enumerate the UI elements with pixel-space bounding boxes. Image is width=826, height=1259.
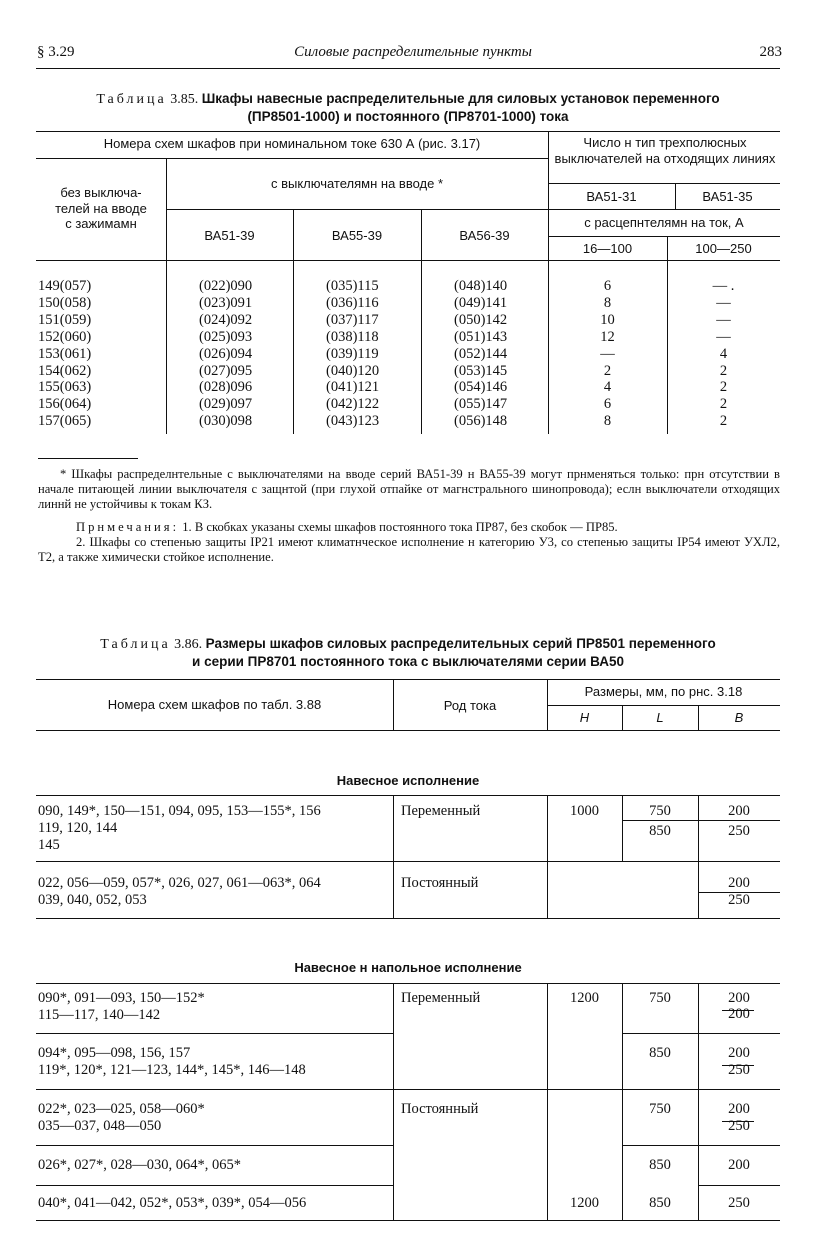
- switch-count: —: [716, 311, 731, 328]
- note-2: 2. Шкафы со степенью защиты IP21 имеют климатнческое исполнение н категорию У3, со степенью защиты IP54 имеют УХЛ2, Т2, а также химически стойкое исполнение.: [38, 535, 780, 565]
- col-ba5139: ВА51-39: [204, 228, 255, 243]
- scheme-number: (038)118: [326, 328, 379, 345]
- scheme-number: (053)145: [454, 362, 508, 379]
- page-number: 283: [759, 44, 782, 60]
- scheme-list: 119*, 120*, 121—123, 144*, 145*, 146—148: [38, 1062, 306, 1078]
- switch-count: 10: [600, 311, 615, 328]
- switch-count: —: [716, 294, 731, 311]
- current-type: Переменный: [401, 990, 481, 1006]
- dim-h: 1200: [570, 1195, 599, 1211]
- dim-b: 250: [728, 823, 750, 839]
- range-2: 100—250: [695, 241, 752, 256]
- dim-l: 850: [649, 1195, 671, 1211]
- scheme-list: 035—037, 048—050: [38, 1118, 162, 1134]
- rule: [36, 1185, 393, 1186]
- scheme-number: 155(063): [38, 379, 92, 396]
- scheme-number: (028)096: [199, 379, 253, 396]
- table-86-top-rule: [36, 679, 780, 680]
- rule: [393, 983, 394, 1220]
- scheme-number: (041)121: [326, 379, 380, 396]
- dim-b: 250: [728, 1195, 750, 1211]
- footnote: * Шкафы распределнтельные с выключателями на вводе серий ВА51-39 н ВА55-39 могут прнменяться только: прн отсутствии в начале питающей линии выключателя с защнтой (при глухой отпайке от магнстрального шинопровода); еслн выключатели отходящих линнй не устойчивы к токам КЗ.: [38, 467, 780, 512]
- header-bottom-rule: [36, 260, 780, 261]
- scheme-list: 026*, 027*, 028—030, 064*, 065*: [38, 1157, 241, 1173]
- dim-b: 200: [728, 990, 750, 1006]
- rule: [36, 158, 548, 159]
- caption-title-2: (ПР8501-1000) и постоянного (ПР8701-1000) тока: [247, 109, 569, 124]
- scheme-number: 156(064): [38, 396, 92, 413]
- range-1: 16—100: [582, 241, 633, 256]
- rule: [622, 820, 780, 821]
- header-current: Род тока: [443, 698, 497, 713]
- col-b: B: [734, 710, 744, 725]
- scheme-number: (042)122: [326, 396, 380, 413]
- switch-count: — .: [712, 278, 735, 294]
- scheme-number: 150(058): [38, 294, 92, 311]
- rule: [548, 209, 780, 210]
- switch-count: —: [716, 328, 731, 345]
- scheme-list: 094*, 095—098, 156, 157: [38, 1045, 191, 1061]
- scheme-list: 022, 056—059, 057*, 026, 027, 061—063*, 064: [38, 875, 321, 891]
- caption-prefix: Таблица: [96, 92, 167, 107]
- rule: [393, 795, 394, 918]
- dim-l: 750: [649, 803, 671, 819]
- rule: [36, 1033, 393, 1034]
- switch-count: 2: [719, 396, 728, 413]
- table-85-caption: [36, 90, 780, 126]
- rule: [622, 1033, 780, 1034]
- dim-h: 1200: [570, 990, 599, 1006]
- header-right: Число н тип трехполюсных выключателей на отходящих линиях: [554, 135, 776, 166]
- current-type: Постоянный: [401, 875, 479, 891]
- switch-count: 4: [719, 345, 728, 362]
- table-85-top-rule: [36, 131, 780, 132]
- rule: [36, 1145, 393, 1146]
- switch-count: 2: [719, 362, 728, 379]
- scheme-number: (024)092: [199, 311, 253, 328]
- scheme-list: 090, 149*, 150—151, 094, 095, 153—155*, 156: [38, 803, 321, 819]
- col-ba5131: ВА51-31: [586, 189, 637, 204]
- caption-number: 3.85.: [170, 92, 199, 107]
- current-type: Переменный: [401, 803, 481, 819]
- scheme-number: (056)148: [454, 413, 508, 430]
- scheme-number: (036)116: [326, 294, 379, 311]
- scheme-list: 039, 040, 052, 053: [38, 892, 147, 908]
- current-type: Постоянный: [401, 1101, 479, 1117]
- scheme-number: 153(061): [38, 345, 92, 362]
- dim-b: 200: [728, 1006, 750, 1022]
- scheme-number: (048)140: [454, 278, 508, 294]
- header-with-switches: с выключателямн на вводе *: [270, 176, 444, 191]
- dim-l: 850: [649, 1157, 671, 1173]
- switch-count: 6: [603, 396, 612, 413]
- caption-number: 3.86.: [174, 637, 203, 652]
- scheme-number: (037)117: [326, 311, 379, 328]
- note-label: Прнмечания:: [76, 520, 180, 534]
- caption-title: Шкафы навесные распределительные для силовых установок переменного: [201, 91, 720, 106]
- caption-prefix: Таблица: [100, 637, 171, 652]
- dim-h: 1000: [570, 803, 599, 819]
- rule: [547, 705, 780, 706]
- scheme-number: 154(062): [38, 362, 92, 379]
- rule: [36, 918, 780, 919]
- scheme-number: 151(059): [38, 311, 92, 328]
- header-rule: [36, 68, 780, 69]
- scheme-number: (049)141: [454, 294, 508, 311]
- header-schemes: Номера схем шкафов по табл. 3.88: [107, 697, 322, 712]
- scheme-number: 152(060): [38, 328, 92, 345]
- col-ba5539: ВА55-39: [331, 228, 383, 243]
- switch-count: 8: [603, 294, 612, 311]
- rule: [36, 861, 780, 862]
- switch-count: —: [600, 345, 615, 362]
- scheme-list: 119, 120, 144: [38, 820, 118, 836]
- header-col1: без выключа- телей на вводе с зажимамн: [55, 185, 147, 231]
- switch-count: 2: [603, 362, 612, 379]
- running-title: Силовые распределительные пункты: [294, 44, 532, 60]
- scheme-number: (027)095: [199, 362, 253, 379]
- dim-b: 200: [728, 1157, 750, 1173]
- section-number: § 3.29: [37, 44, 75, 60]
- scheme-number: (050)142: [454, 311, 508, 328]
- rule: [36, 795, 780, 796]
- dim-b: 250: [728, 892, 750, 908]
- switch-count: 12: [600, 328, 615, 345]
- header-bottom-rule: [36, 730, 780, 731]
- scheme-number: (055)147: [454, 396, 508, 413]
- scheme-list: 145: [38, 837, 60, 853]
- rule: [166, 209, 548, 210]
- rule: [547, 983, 548, 1220]
- scheme-number: (030)098: [199, 413, 253, 430]
- dim-b: 200: [728, 1101, 750, 1117]
- scheme-number: (051)143: [454, 328, 508, 345]
- scheme-number: (040)120: [326, 362, 380, 379]
- section-2-title: Навесное н напольное исполнение: [294, 960, 522, 975]
- rule: [698, 1185, 780, 1186]
- rule: [622, 1145, 780, 1146]
- note-1-text: 1. В скобках указаны схемы шкафов постоянного тока ПР87, без скобок — ПР85.: [182, 520, 618, 534]
- dim-l: 850: [649, 823, 671, 839]
- dim-b: 200: [728, 1045, 750, 1061]
- dim-b: 200: [728, 875, 750, 891]
- scheme-number: 149(057): [38, 278, 92, 294]
- scheme-number: (025)093: [199, 328, 253, 345]
- scheme-number: (035)115: [326, 278, 379, 294]
- switch-count: 6: [603, 278, 612, 294]
- table-86-caption: [36, 635, 780, 671]
- caption-title: Размеры шкафов силовых распределительных серий ПР8501 переменного: [205, 636, 716, 651]
- switch-count: 2: [719, 379, 728, 396]
- dim-b: 250: [728, 1118, 750, 1134]
- scheme-list: 090*, 091—093, 150—152*: [38, 990, 205, 1006]
- switch-count: 2: [719, 413, 728, 430]
- col-ba5135: ВА51-35: [702, 189, 753, 204]
- dim-l: 850: [649, 1045, 671, 1061]
- note-1: [38, 520, 780, 535]
- dim-l: 750: [649, 1101, 671, 1117]
- col-ba5639: ВА56-39: [459, 228, 510, 243]
- scheme-number: (022)090: [199, 278, 253, 294]
- scheme-number: (023)091: [199, 294, 253, 311]
- switch-count: 8: [603, 413, 612, 430]
- footnote-rule: [38, 458, 138, 459]
- caption-title-2: и серии ПР8701 постоянного тока с выключателями серии ВА50: [192, 654, 624, 669]
- scheme-number: 157(065): [38, 413, 92, 430]
- col-l: L: [656, 710, 664, 725]
- section-1-title: Навесное исполнение: [336, 773, 480, 788]
- rule: [36, 1220, 780, 1221]
- dim-b: 250: [728, 1062, 750, 1078]
- rule: [36, 983, 780, 984]
- scheme-list: 022*, 023—025, 058—060*: [38, 1101, 205, 1117]
- header-main: Номера схем шкафов при номинальном токе 630 А (рис. 3.17): [103, 136, 481, 151]
- rule: [548, 236, 780, 237]
- scheme-number: (026)094: [199, 345, 253, 362]
- scheme-list: 115—117, 140—142: [38, 1007, 161, 1023]
- rule: [548, 183, 780, 184]
- scheme-number: (039)119: [326, 345, 379, 362]
- scheme-number: (043)123: [326, 413, 380, 430]
- switch-count: 4: [603, 379, 612, 396]
- scheme-number: (029)097: [199, 396, 253, 413]
- rule: [166, 158, 167, 434]
- col-h: H: [579, 710, 590, 725]
- dim-b: 200: [728, 803, 750, 819]
- scheme-number: (052)144: [454, 345, 508, 362]
- header-sizes: Размеры, мм, по рнс. 3.18: [584, 684, 743, 699]
- scheme-list: 040*, 041—042, 052*, 053*, 039*, 054—056: [38, 1195, 307, 1211]
- dim-l: 750: [649, 990, 671, 1006]
- rule: [36, 1089, 780, 1090]
- scheme-number: (054)146: [454, 379, 508, 396]
- header-releases: с расцепнтелямн на ток, А: [584, 215, 744, 230]
